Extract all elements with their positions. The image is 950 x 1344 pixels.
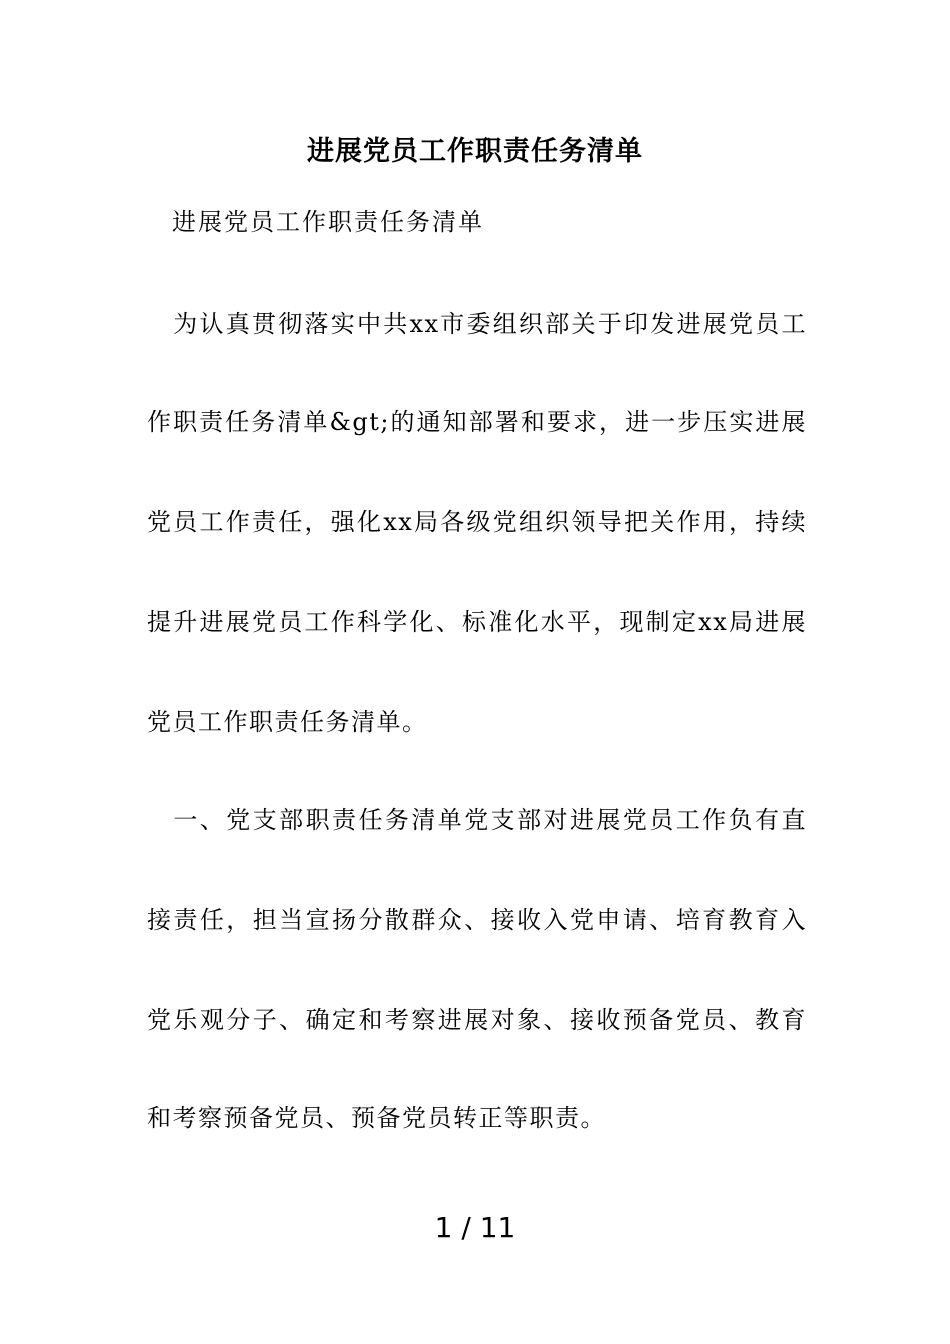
subtitle: 进展党员工作职责任务清单: [172, 208, 484, 236]
paragraph-line: 党乐观分子、确定和考察进展对象、接收预备党员、教育: [147, 1006, 807, 1034]
paragraph-line: 和考察预备党员、预备党员转正等职责。: [147, 1104, 606, 1132]
paragraph-line: 党员工作责任，强化xx局各级党组织领导把关作用，持续: [147, 508, 807, 536]
paragraph-line: 作职责任务清单&gt;的通知部署和要求，进一步压实进展: [147, 408, 807, 436]
page-number: 1 / 11: [434, 1211, 516, 1244]
paragraph-line: 为认真贯彻落实中共xx市委组织部关于印发进展党员工: [147, 310, 807, 338]
paragraph-line: 接责任，担当宣扬分散群众、接收入党申请、培育教育入: [147, 906, 807, 934]
paragraph-line: 一、党支部职责任务清单党支部对进展党员工作负有直: [147, 806, 807, 834]
paragraph-line: 提升进展党员工作科学化、标准化水平，现制定xx局进展: [147, 608, 807, 636]
paragraph-line: 党员工作职责任务清单。: [147, 708, 428, 736]
page-title: 进展党员工作职责任务清单: [307, 136, 643, 167]
